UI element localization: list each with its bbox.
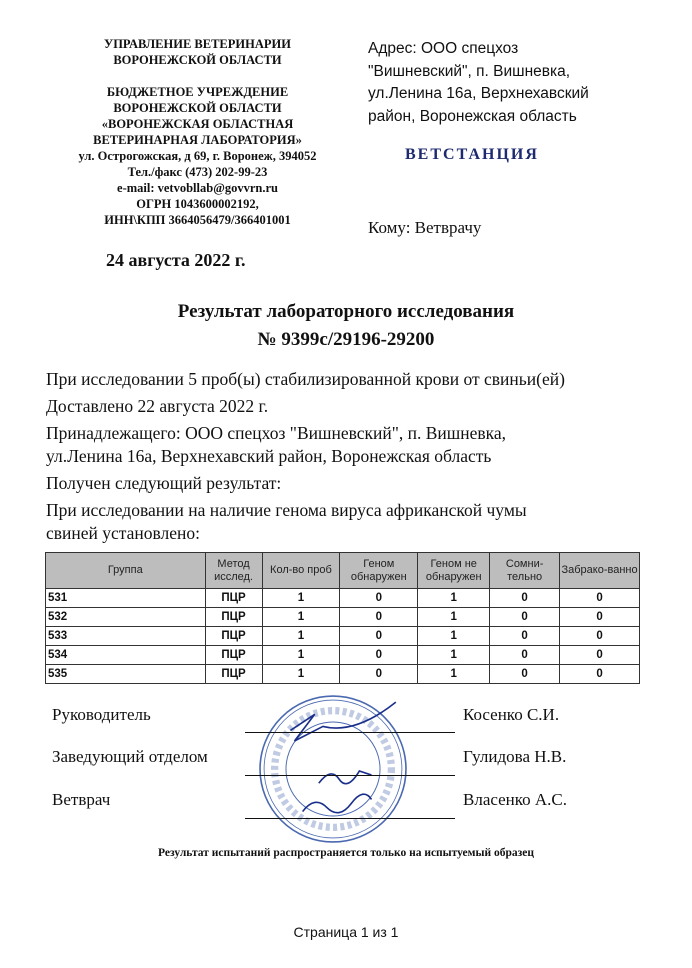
result-body	[46, 368, 565, 549]
column-header: Геном обнаружен	[340, 553, 418, 589]
recipient: Кому: Ветврачу	[368, 218, 482, 237]
body-line: Принадлежащего: ООО спецхоз "Вишневский", п. Вишневка,	[46, 423, 507, 443]
table-cell: 1	[262, 589, 340, 608]
column-header: Забрако-ванно	[560, 553, 640, 589]
page-title	[0, 298, 692, 354]
table-cell: 1	[418, 589, 490, 608]
table-cell: 0	[560, 627, 640, 646]
table-cell: 1	[262, 627, 340, 646]
signature-line	[245, 818, 455, 819]
table-cell: 0	[490, 665, 560, 684]
table-cell: 0	[560, 589, 640, 608]
table-header-row	[46, 553, 640, 589]
table-cell: 0	[490, 627, 560, 646]
header-line: БЮДЖЕТНОЕ УЧРЕЖДЕНИЕ	[106, 85, 289, 99]
table-cell: 0	[340, 665, 418, 684]
header-line: ул. Острогожская, д 69, г. Воронеж, 394052	[78, 149, 317, 163]
body-line: При исследовании 5 проб(ы) стабилизированной крови от свиньи(ей)	[46, 369, 565, 389]
table-cell: 531	[46, 589, 206, 608]
table-cell: 0	[340, 646, 418, 665]
header-line: ВОРОНЕЖСКОЙ ОБЛАСТИ	[113, 101, 282, 115]
header-line: ИНН\КПП 3664056479/366401001	[104, 213, 291, 227]
column-header: Метод исслед.	[205, 553, 262, 589]
signature-name: Косенко С.И.	[463, 705, 560, 724]
address-line: Адрес: ООО спецхоз	[368, 40, 519, 57]
table-cell: 0	[490, 608, 560, 627]
address-line: ул.Ленина 16а, Верхнехавский	[368, 85, 589, 102]
table-cell: 532	[46, 608, 206, 627]
table-cell: 533	[46, 627, 206, 646]
table-cell: 1	[418, 627, 490, 646]
signature-line	[245, 775, 455, 776]
body-line: свиней установлено:	[46, 523, 201, 543]
table-cell: 0	[340, 608, 418, 627]
header-line: «ВОРОНЕЖСКАЯ ОБЛАСТНАЯ	[101, 117, 294, 131]
address-line: "Вишневский", п. Вишневка,	[368, 62, 571, 80]
signature-role: Руководитель	[52, 705, 151, 724]
address-line: район, Воронежская область	[368, 107, 577, 125]
seal-stamp	[258, 694, 408, 844]
column-header: Группа	[46, 553, 206, 589]
page-number: Страница 1 из 1	[293, 924, 399, 940]
table-row	[46, 646, 640, 665]
table-cell: 0	[560, 665, 640, 684]
table-cell: 0	[560, 608, 640, 627]
column-header: Сомни-тельно	[490, 553, 560, 589]
signature-name: Власенко А.С.	[463, 790, 568, 809]
header-line: Тел./факс (473) 202-99-23	[127, 165, 268, 179]
signature-role: Заведующий отделом	[52, 747, 208, 766]
table-row	[46, 589, 640, 608]
table-cell: 1	[262, 608, 340, 627]
table-row	[46, 665, 640, 684]
body-line: При исследовании на наличие генома вируса африканской чумы	[46, 500, 527, 520]
table-cell: ПЦР	[205, 608, 262, 627]
table-cell: 1	[418, 665, 490, 684]
spacer	[40, 68, 355, 84]
document-date: 24 августа 2022 г.	[106, 250, 246, 270]
signature-name: Гулидова Н.В.	[463, 747, 567, 766]
recipient-address	[368, 38, 589, 128]
table-row	[46, 627, 640, 646]
vetstation-stamp: ВЕТСТАНЦИЯ	[405, 146, 539, 163]
table-cell: 534	[46, 646, 206, 665]
header-line: ОГРН 1043600002192,	[136, 197, 259, 211]
signature-role: Ветврач	[52, 790, 111, 809]
table-cell: ПЦР	[205, 665, 262, 684]
table-cell: 0	[340, 627, 418, 646]
table-cell: 535	[46, 665, 206, 684]
header-email: e-mail: vetvobllab@govvrn.ru	[117, 181, 278, 195]
column-header: Геном не обнаружен	[418, 553, 490, 589]
title-line: Результат лабораторного исследования	[177, 301, 515, 322]
body-line: ул.Ленина 16а, Верхнехавский район, Воронежская область	[46, 446, 492, 466]
table-row	[46, 608, 640, 627]
header-line: ВЕТЕРИНАРНАЯ ЛАБОРАТОРИЯ»	[93, 133, 302, 147]
table-cell: 0	[560, 646, 640, 665]
results-table	[45, 552, 640, 684]
footer-note: Результат испытаний распространяется только на испытуемый образец	[158, 847, 534, 859]
table-cell: ПЦР	[205, 589, 262, 608]
table-cell: 0	[340, 589, 418, 608]
table-cell: 0	[490, 646, 560, 665]
table-cell: ПЦР	[205, 627, 262, 646]
body-line: Доставлено 22 августа 2022 г.	[46, 396, 269, 416]
column-header: Кол-во проб	[262, 553, 340, 589]
table-cell: 1	[418, 646, 490, 665]
header-line: ВОРОНЕЖСКОЙ ОБЛАСТИ	[113, 53, 282, 67]
signature-line	[245, 732, 455, 733]
body-line: Получен следующий результат:	[46, 473, 282, 493]
lab-header	[40, 36, 355, 228]
document-number: № 9399с/29196-29200	[257, 329, 435, 350]
header-line: УПРАВЛЕНИЕ ВЕТЕРИНАРИИ	[104, 37, 291, 51]
table-cell: 0	[490, 589, 560, 608]
table-cell: 1	[418, 608, 490, 627]
table-cell: 1	[262, 665, 340, 684]
table-cell: ПЦР	[205, 646, 262, 665]
table-cell: 1	[262, 646, 340, 665]
